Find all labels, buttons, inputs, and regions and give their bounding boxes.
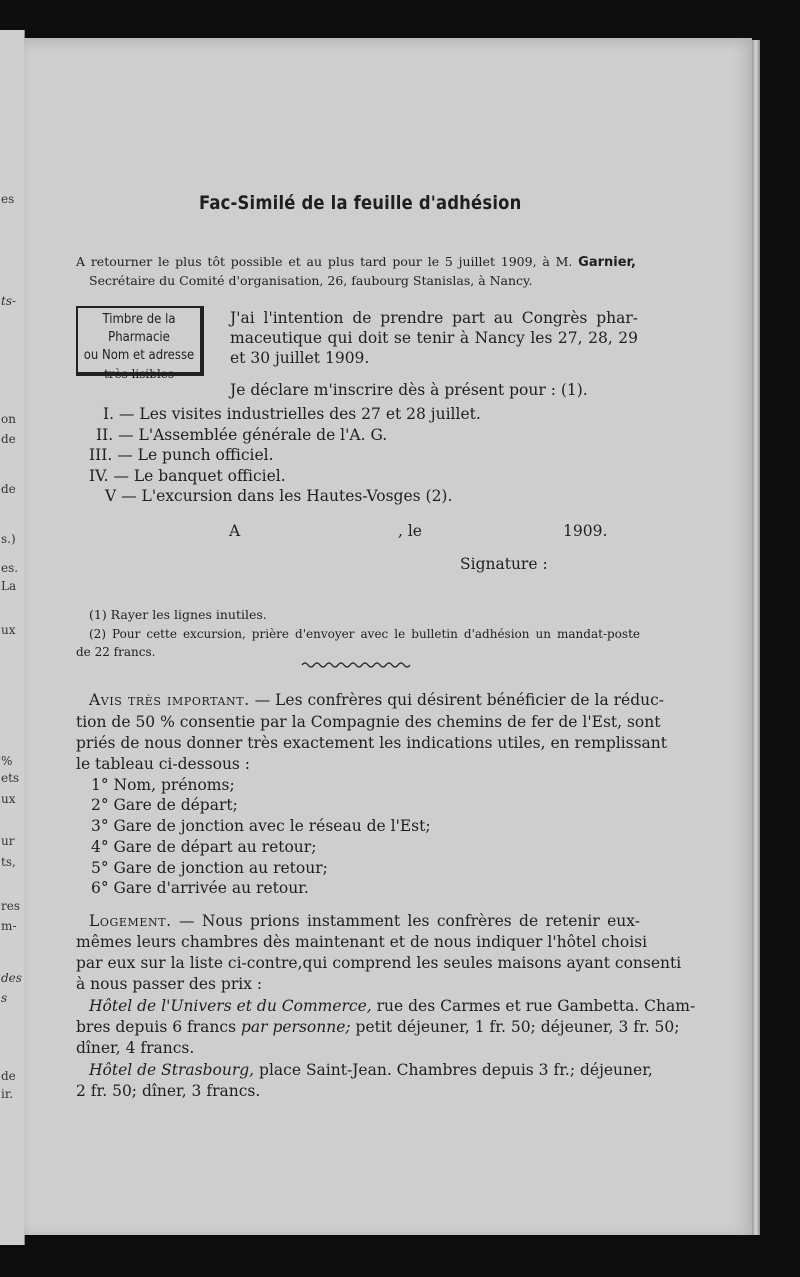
stamp-line-3: très lisibles [103,367,175,381]
form-item-3: 3° Gare de jonction avec le réseau de l'Est; [91,817,431,835]
option-excursion: V — L'excursion dans les Hautes-Vosges (2). [105,487,453,505]
year-label: 1909. [563,522,608,540]
logement-line-1 [89,912,640,930]
declaration: Je déclare m'inscrire dès à présent pour : (1). [230,381,588,399]
logement-heading: Logement. [89,912,172,930]
margin-fragment: es. [1,561,19,575]
form-item-5: 5° Gare de jonction au retour; [91,859,328,877]
margin-fragment: on [1,412,16,426]
margin-fragment: ir. [1,1087,14,1101]
form-item-4: 4° Gare de départ au retour; [91,838,317,856]
hotel-univers-address: rue des Carmes et rue Gambetta. Cham- [371,997,696,1015]
form-item-2: 2° Gare de départ; [91,796,238,814]
hotel-strasbourg-line-2: 2 fr. 50; dîner, 3 francs. [76,1082,261,1100]
margin-fragment: % [1,754,13,768]
return-notice-line-1 [76,254,636,270]
avis-heading: Avis très important. [89,691,250,709]
option-visits: I. — Les visites industrielles des 27 et 28 juillet. [103,405,481,423]
avis-line-1 [89,691,665,709]
return-notice-line-2: Secrétaire du Comité d'organisation, 26, faubourg Stanislas, à Nancy. [89,273,533,288]
logement-line-3: par eux sur la liste ci-contre,qui comprend les seules maisons ayant consenti [76,954,682,972]
logement-line-2: mêmes leurs chambres dès maintenant et de nous indiquer l'hôtel choisi [76,933,648,951]
footnote-2-continued: de 22 francs. [76,645,156,659]
signature-label: Signature : [460,555,548,573]
margin-fragment: m- [1,919,17,933]
hotel-univers-line-2 [76,1018,680,1036]
footnote-1: (1) Rayer les lignes inutiles. [89,607,267,622]
option-punch: III. — Le punch officiel. [89,446,274,464]
hotel-strasbourg-address: place Saint-Jean. Chambres depuis 3 fr.; déjeuner, [254,1061,653,1079]
page-title: Fac-Similé de la feuille d'adhésion [199,192,522,214]
intent-line-1: J'ai l'intention de prendre part au Congrès phar- [230,309,638,327]
margin-fragment: s [1,991,8,1005]
hotel-univers-meals: petit déjeuner, 1 fr. 50; déjeuner, 3 fr. 50; [350,1018,680,1036]
margin-fragment: ur [1,834,15,848]
logement-text: — Nous prions instamment les confrères de retenir eux- [171,912,640,930]
form-item-6: 6° Gare d'arrivée au retour. [91,879,309,897]
hotel-univers-per-person: par personne; [240,1018,351,1036]
place-label: A [229,522,241,540]
margin-fragment: de [1,1069,16,1083]
margin-fragment: de [1,482,16,496]
return-notice-text: A retourner le plus tôt possible et au plus tard pour le 5 juillet 1909, à M. [76,254,573,269]
hotel-strasbourg-name: Hôtel de Strasbourg, [89,1061,255,1079]
hotel-univers-line-3: dîner, 4 francs. [76,1039,195,1057]
stamp-line-2: ou Nom et adresse [83,348,195,363]
hotel-univers-rate: bres depuis 6 francs [76,1018,241,1036]
hotel-univers-name: Hôtel de l'Univers et du Commerce, [89,997,372,1015]
hotel-univers-line-1 [89,997,696,1015]
avis-line-4: le tableau ci-dessous : [76,755,251,773]
margin-fragment: s.) [1,532,16,546]
margin-fragment: de [1,432,16,446]
avis-text: — Les confrères qui désirent bénéficier de la réduc- [249,691,665,709]
date-label: , le [398,522,422,540]
margin-fragment: La [1,579,17,593]
margin-fragment: res [1,899,20,913]
margin-fragment: es [1,192,15,206]
form-item-1: 1° Nom, prénoms; [91,776,235,794]
intent-line-2: maceutique qui doit se tenir à Nancy les 27, 28, 29 [230,329,638,347]
option-banquet: IV. — Le banquet officiel. [89,467,286,485]
pharmacy-stamp-box [76,306,204,381]
avis-line-3: priés de nous donner très exactement les indications utiles, en remplissant [76,734,668,752]
previous-page-edge [0,30,25,1245]
wavy-divider [300,660,412,670]
avis-line-2: tion de 50 % consentie par la Compagnie des chemins de fer de l'Est, sont [76,713,661,731]
margin-fragment: ts- [1,294,17,308]
recipient-name: Garnier, [578,255,636,270]
hotel-strasbourg-line-1 [89,1061,653,1079]
page-edge [752,40,760,1235]
margin-fragment: des [1,971,22,985]
option-assembly: II. — L'Assemblée générale de l'A. G. [96,426,388,444]
margin-fragment: ux [1,792,16,806]
margin-fragment: ets [1,771,20,785]
stamp-line-1: Timbre de la Pharmacie [102,312,176,345]
margin-fragment: ux [1,623,16,637]
margin-fragment: ts, [1,855,16,869]
footnote-2: (2) Pour cette excursion, prière d'envoyer avec le bulletin d'adhésion un mandat-poste [89,627,640,641]
logement-line-4: à nous passer des prix : [76,975,263,993]
intent-line-3: et 30 juillet 1909. [230,349,370,367]
